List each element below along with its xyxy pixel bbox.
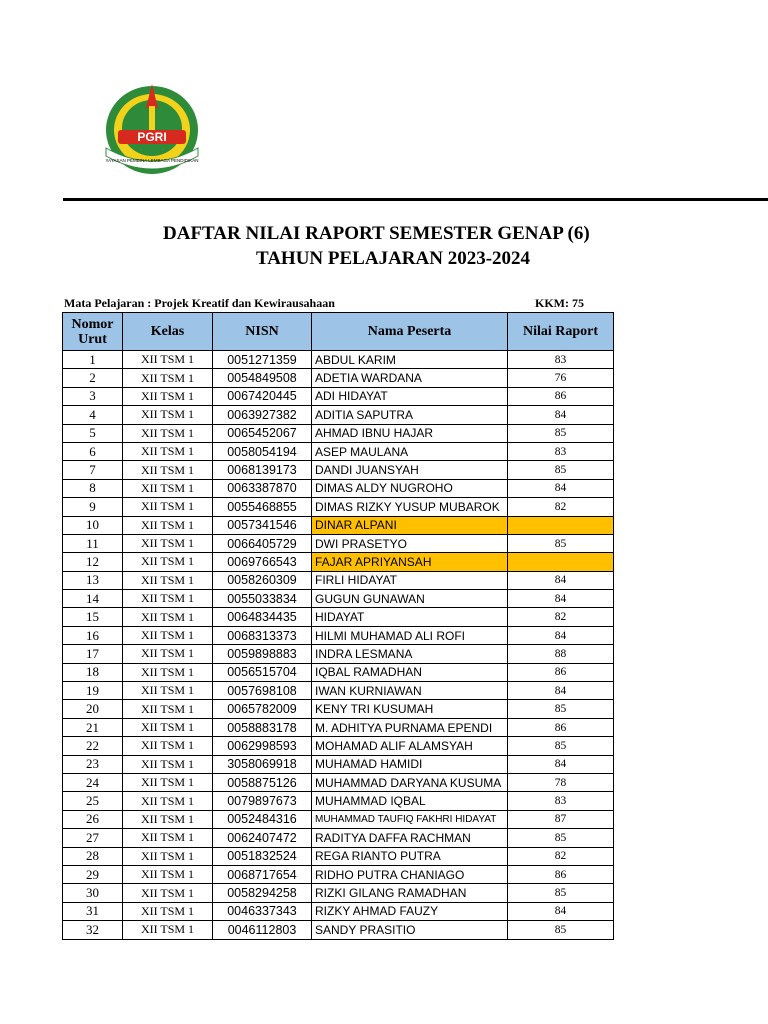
cell-nisn: 0057698108 (213, 682, 312, 700)
cell-nilai-raport: 82 (508, 847, 614, 865)
cell-nisn: 0068717654 (213, 865, 312, 883)
cell-nomor-urut: 15 (63, 608, 123, 626)
cell-nisn: 0058875126 (213, 773, 312, 791)
cell-nilai-raport: 86 (508, 718, 614, 736)
cell-nama-peserta: IWAN KURNIAWAN (312, 682, 508, 700)
cell-nilai-raport: 88 (508, 645, 614, 663)
table-row (63, 682, 614, 700)
header-nomor-urut: Nomor Urut (63, 313, 123, 351)
cell-nilai-raport: 85 (508, 534, 614, 552)
cell-nama-peserta: FIRLI HIDAYAT (312, 571, 508, 589)
table-row (63, 571, 614, 589)
table-row (63, 921, 614, 939)
cell-nilai-raport: 85 (508, 700, 614, 718)
cell-nilai-raport: 84 (508, 406, 614, 424)
cell-nilai-raport: 86 (508, 663, 614, 681)
cell-nilai-raport: 84 (508, 590, 614, 608)
cell-kelas: XII TSM 1 (123, 810, 213, 828)
cell-nama-peserta: ASEP MAULANA (312, 442, 508, 460)
cell-nomor-urut: 10 (63, 516, 123, 534)
cell-kelas: XII TSM 1 (123, 516, 213, 534)
table-row (63, 865, 614, 883)
cell-kelas: XII TSM 1 (123, 682, 213, 700)
cell-nomor-urut: 20 (63, 700, 123, 718)
table-row (63, 902, 614, 920)
cell-kelas: XII TSM 1 (123, 773, 213, 791)
cell-nomor-urut: 2 (63, 369, 123, 387)
table-row (63, 406, 614, 424)
cell-nomor-urut: 27 (63, 829, 123, 847)
cell-nama-peserta: DWI PRASETYO (312, 534, 508, 552)
cell-nisn: 0068139173 (213, 461, 312, 479)
cell-nilai-raport: 84 (508, 571, 614, 589)
cell-kelas: XII TSM 1 (123, 590, 213, 608)
kkm-label: KKM: 75 (535, 296, 584, 310)
table-row (63, 700, 614, 718)
table-row (63, 645, 614, 663)
cell-nomor-urut: 12 (63, 553, 123, 571)
cell-nisn: 0064834435 (213, 608, 312, 626)
cell-nilai-raport: 84 (508, 479, 614, 497)
cell-nama-peserta: RIDHO PUTRA CHANIAGO (312, 865, 508, 883)
table-row (63, 829, 614, 847)
cell-nilai-raport (508, 516, 614, 534)
document-title (63, 220, 768, 270)
cell-nisn: 0067420445 (213, 387, 312, 405)
cell-nilai-raport: 76 (508, 369, 614, 387)
cell-nama-peserta: MUHAMMAD DARYANA KUSUMA (312, 773, 508, 791)
cell-nilai-raport: 86 (508, 865, 614, 883)
cell-nomor-urut: 5 (63, 424, 123, 442)
cell-nama-peserta: MUHAMMAD TAUFIQ FAKHRI HIDAYAT (312, 810, 508, 828)
cell-nomor-urut: 21 (63, 718, 123, 736)
header-divider (63, 198, 768, 201)
table-row (63, 792, 614, 810)
table-row (63, 847, 614, 865)
cell-nomor-urut: 23 (63, 755, 123, 773)
table-row (63, 626, 614, 644)
cell-nama-peserta: M. ADHITYA PURNAMA EPENDI (312, 718, 508, 736)
table-row (63, 590, 614, 608)
table-row (63, 608, 614, 626)
title-line-2: TAHUN PELAJARAN 2023-2024 (255, 248, 531, 269)
cell-nama-peserta: SANDY PRASITIO (312, 921, 508, 939)
cell-nama-peserta: MUHAMMAD IQBAL (312, 792, 508, 810)
cell-kelas: XII TSM 1 (123, 829, 213, 847)
cell-kelas: XII TSM 1 (123, 461, 213, 479)
cell-nisn: 0065452067 (213, 424, 312, 442)
header-nama-peserta: Nama Peserta (312, 313, 508, 351)
cell-nama-peserta: IQBAL RAMADHAN (312, 663, 508, 681)
cell-nama-peserta: RADITYA DAFFA RACHMAN (312, 829, 508, 847)
cell-nomor-urut: 8 (63, 479, 123, 497)
cell-nama-peserta: DANDI JUANSYAH (312, 461, 508, 479)
cell-nilai-raport: 84 (508, 755, 614, 773)
cell-nama-peserta: ADI HIDAYAT (312, 387, 508, 405)
cell-nama-peserta: AHMAD IBNU HAJAR (312, 424, 508, 442)
cell-kelas: XII TSM 1 (123, 608, 213, 626)
cell-nilai-raport: 86 (508, 387, 614, 405)
cell-nomor-urut: 26 (63, 810, 123, 828)
header-nisn: NISN (213, 313, 312, 351)
cell-nomor-urut: 32 (63, 921, 123, 939)
cell-nilai-raport: 84 (508, 902, 614, 920)
cell-nama-peserta: INDRA LESMANA (312, 645, 508, 663)
table-row (63, 884, 614, 902)
table-row (63, 442, 614, 460)
cell-nomor-urut: 22 (63, 737, 123, 755)
pgri-logo (100, 78, 204, 178)
cell-nama-peserta: REGA RIANTO PUTRA (312, 847, 508, 865)
cell-kelas: XII TSM 1 (123, 737, 213, 755)
cell-kelas: XII TSM 1 (123, 351, 213, 369)
cell-nama-peserta: GUGUN GUNAWAN (312, 590, 508, 608)
table-row (63, 755, 614, 773)
cell-nama-peserta: MUHAMAD HAMIDI (312, 755, 508, 773)
cell-nama-peserta: HILMI MUHAMAD ALI ROFI (312, 626, 508, 644)
cell-nilai-raport (508, 553, 614, 571)
table-row (63, 498, 614, 516)
cell-kelas: XII TSM 1 (123, 442, 213, 460)
cell-nomor-urut: 14 (63, 590, 123, 608)
cell-nisn: 0065782009 (213, 700, 312, 718)
cell-nilai-raport: 85 (508, 829, 614, 847)
svg-text:PGRI: PGRI (137, 130, 167, 144)
cell-nomor-urut: 28 (63, 847, 123, 865)
cell-nama-peserta: DINAR ALPANI (312, 516, 508, 534)
header-kelas: Kelas (123, 313, 213, 351)
cell-kelas: XII TSM 1 (123, 921, 213, 939)
title-line-1: DAFTAR NILAI RAPORT SEMESTER GENAP (6) (163, 223, 590, 244)
cell-nisn: 0055033834 (213, 590, 312, 608)
cell-kelas: XII TSM 1 (123, 847, 213, 865)
cell-nilai-raport: 83 (508, 442, 614, 460)
cell-nisn: 0051832524 (213, 847, 312, 865)
table-row (63, 351, 614, 369)
cell-nomor-urut: 4 (63, 406, 123, 424)
cell-nomor-urut: 13 (63, 571, 123, 589)
cell-nama-peserta: ADETIA WARDANA (312, 369, 508, 387)
cell-kelas: XII TSM 1 (123, 645, 213, 663)
cell-kelas: XII TSM 1 (123, 387, 213, 405)
cell-nilai-raport: 84 (508, 626, 614, 644)
cell-nilai-raport: 85 (508, 921, 614, 939)
cell-nilai-raport: 85 (508, 424, 614, 442)
table-row (63, 461, 614, 479)
cell-nisn: 0046112803 (213, 921, 312, 939)
table-row (63, 387, 614, 405)
cell-nisn: 0056515704 (213, 663, 312, 681)
header-nilai-raport: Nilai Raport (508, 313, 614, 351)
cell-nilai-raport: 85 (508, 884, 614, 902)
cell-kelas: XII TSM 1 (123, 718, 213, 736)
cell-nomor-urut: 6 (63, 442, 123, 460)
grades-table (62, 312, 614, 940)
cell-nomor-urut: 25 (63, 792, 123, 810)
cell-kelas: XII TSM 1 (123, 369, 213, 387)
cell-nomor-urut: 16 (63, 626, 123, 644)
cell-kelas: XII TSM 1 (123, 498, 213, 516)
cell-nomor-urut: 17 (63, 645, 123, 663)
cell-nisn: 0062998593 (213, 737, 312, 755)
cell-nomor-urut: 31 (63, 902, 123, 920)
table-row (63, 773, 614, 791)
cell-nisn: 0059898883 (213, 645, 312, 663)
table-row (63, 534, 614, 552)
cell-nisn: 0069766543 (213, 553, 312, 571)
cell-nomor-urut: 1 (63, 351, 123, 369)
table-row (63, 479, 614, 497)
cell-nilai-raport: 83 (508, 351, 614, 369)
table-row (63, 718, 614, 736)
cell-nisn: 0051271359 (213, 351, 312, 369)
cell-nama-peserta: DIMAS ALDY NUGROHO (312, 479, 508, 497)
cell-kelas: XII TSM 1 (123, 755, 213, 773)
cell-nisn: 0046337343 (213, 902, 312, 920)
cell-kelas: XII TSM 1 (123, 700, 213, 718)
cell-nisn: 0068313373 (213, 626, 312, 644)
cell-nama-peserta: DIMAS RIZKY YUSUP MUBAROK (312, 498, 508, 516)
cell-nomor-urut: 7 (63, 461, 123, 479)
cell-nomor-urut: 24 (63, 773, 123, 791)
cell-kelas: XII TSM 1 (123, 626, 213, 644)
cell-nisn: 0062407472 (213, 829, 312, 847)
cell-nama-peserta: ADITIA SAPUTRA (312, 406, 508, 424)
cell-kelas: XII TSM 1 (123, 865, 213, 883)
cell-nomor-urut: 3 (63, 387, 123, 405)
table-header-row (63, 313, 614, 351)
cell-nomor-urut: 29 (63, 865, 123, 883)
cell-nilai-raport: 84 (508, 682, 614, 700)
cell-nomor-urut: 19 (63, 682, 123, 700)
table-row (63, 737, 614, 755)
cell-kelas: XII TSM 1 (123, 792, 213, 810)
cell-kelas: XII TSM 1 (123, 571, 213, 589)
cell-nomor-urut: 9 (63, 498, 123, 516)
cell-nama-peserta: MOHAMAD ALIF ALAMSYAH (312, 737, 508, 755)
cell-nisn: 0066405729 (213, 534, 312, 552)
table-row (63, 810, 614, 828)
cell-kelas: XII TSM 1 (123, 534, 213, 552)
cell-kelas: XII TSM 1 (123, 406, 213, 424)
cell-nilai-raport: 83 (508, 792, 614, 810)
cell-kelas: XII TSM 1 (123, 884, 213, 902)
cell-nilai-raport: 82 (508, 498, 614, 516)
cell-nisn: 0063387870 (213, 479, 312, 497)
cell-kelas: XII TSM 1 (123, 479, 213, 497)
table-row (63, 516, 614, 534)
cell-nama-peserta: RIZKY AHMAD FAUZY (312, 902, 508, 920)
table-row (63, 553, 614, 571)
cell-nisn: 0079897673 (213, 792, 312, 810)
cell-nilai-raport: 78 (508, 773, 614, 791)
table-row (63, 663, 614, 681)
cell-nomor-urut: 18 (63, 663, 123, 681)
cell-nisn: 0058294258 (213, 884, 312, 902)
cell-nisn: 0063927382 (213, 406, 312, 424)
cell-nisn: 0055468855 (213, 498, 312, 516)
cell-nisn: 0054849508 (213, 369, 312, 387)
cell-nisn: 3058069918 (213, 755, 312, 773)
cell-nama-peserta: RIZKI GILANG RAMADHAN (312, 884, 508, 902)
cell-nisn: 0058883178 (213, 718, 312, 736)
cell-nama-peserta: ABDUL KARIM (312, 351, 508, 369)
cell-nilai-raport: 85 (508, 461, 614, 479)
cell-kelas: XII TSM 1 (123, 553, 213, 571)
cell-nisn: 0057341546 (213, 516, 312, 534)
cell-kelas: XII TSM 1 (123, 424, 213, 442)
cell-kelas: XII TSM 1 (123, 902, 213, 920)
cell-nilai-raport: 87 (508, 810, 614, 828)
table-row (63, 424, 614, 442)
cell-nomor-urut: 11 (63, 534, 123, 552)
cell-kelas: XII TSM 1 (123, 663, 213, 681)
cell-nama-peserta: KENY TRI KUSUMAH (312, 700, 508, 718)
svg-text:YAYASAN PEMBINA LEMBAGA PENDID: YAYASAN PEMBINA LEMBAGA PENDIDIKAN (105, 158, 199, 163)
table-row (63, 369, 614, 387)
cell-nisn: 0058260309 (213, 571, 312, 589)
cell-nomor-urut: 30 (63, 884, 123, 902)
cell-nisn: 0058054194 (213, 442, 312, 460)
cell-nama-peserta: FAJAR APRIYANSAH (312, 553, 508, 571)
cell-nama-peserta: HIDAYAT (312, 608, 508, 626)
subject-label: Mata Pelajaran : Projek Kreatif dan Kewirausahaan (64, 296, 335, 310)
cell-nilai-raport: 82 (508, 608, 614, 626)
cell-nilai-raport: 85 (508, 737, 614, 755)
cell-nisn: 0052484316 (213, 810, 312, 828)
